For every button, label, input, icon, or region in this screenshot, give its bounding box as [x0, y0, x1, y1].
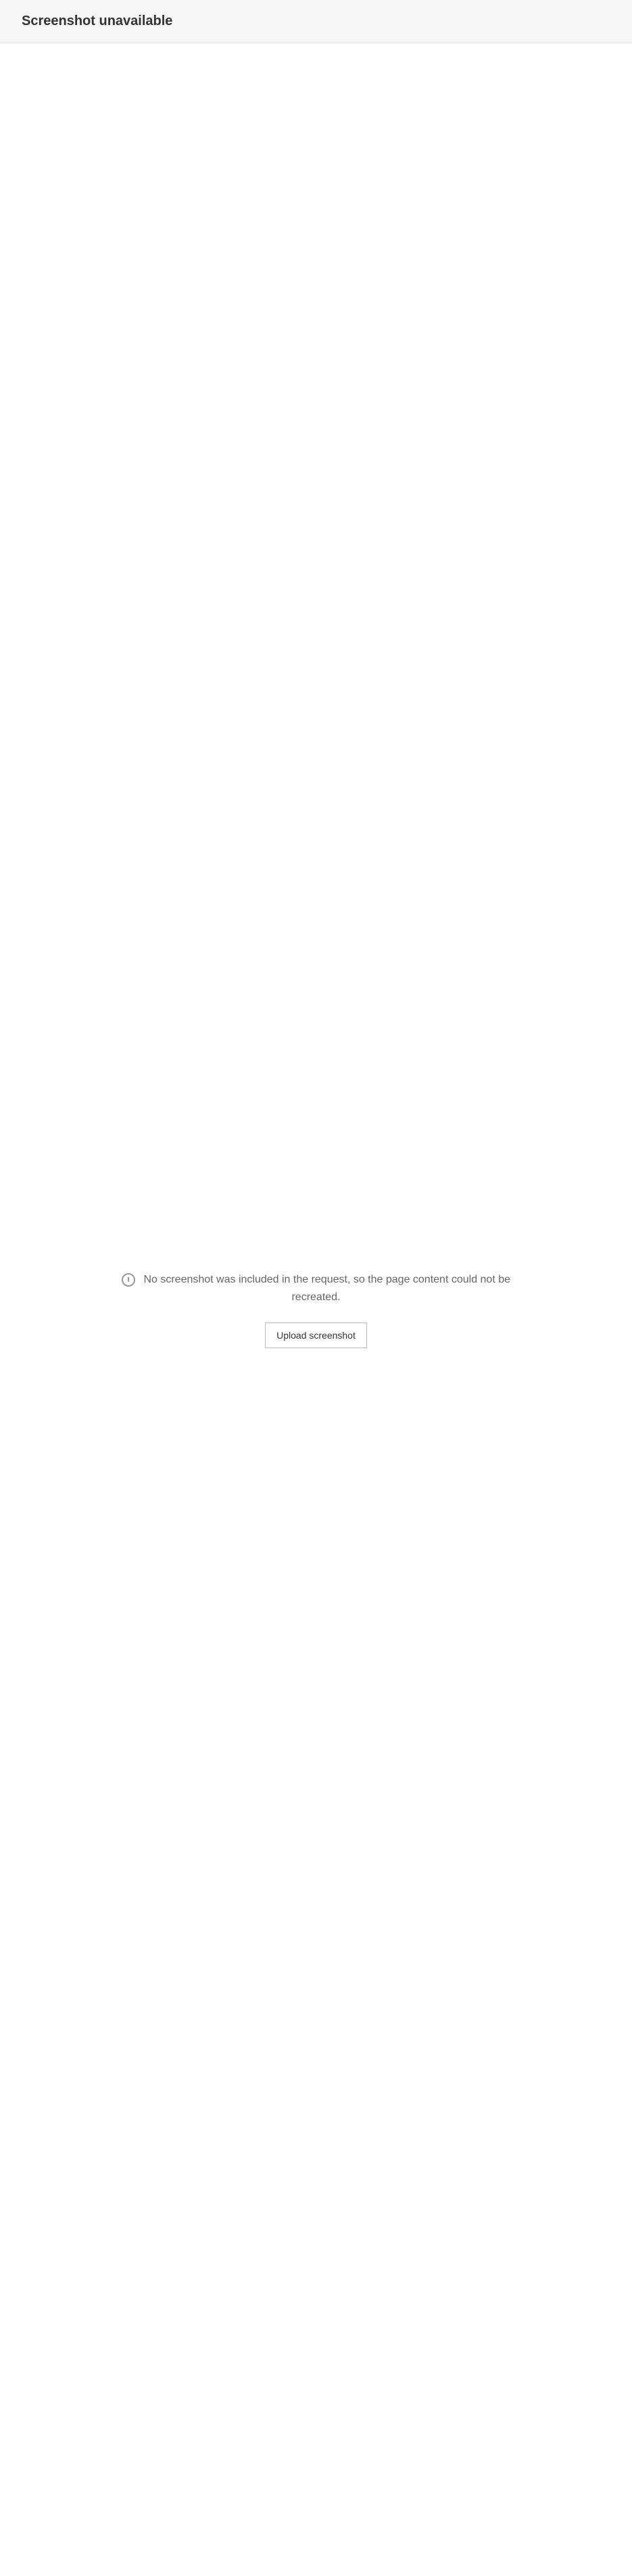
notice-actions	[100, 1322, 533, 1348]
info-icon	[122, 1273, 135, 1287]
header	[0, 0, 632, 43]
notice-text: No screenshot was included in the request, so the page content could not be recreated.	[143, 1274, 511, 1303]
page-title: Screenshot unavailable	[22, 14, 173, 28]
main-content	[0, 43, 632, 2576]
missing-screenshot-notice	[100, 1271, 533, 1347]
upload-screenshot-button[interactable]: Upload screenshot	[265, 1322, 367, 1348]
